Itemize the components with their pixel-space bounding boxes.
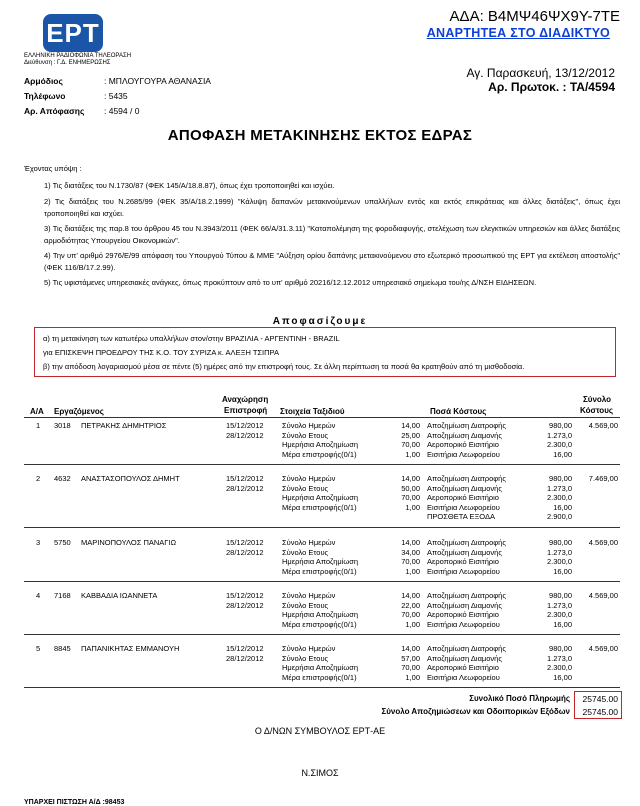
cost-label: Εισιτήρια Λεωφορείου bbox=[427, 672, 500, 682]
row-total: 4.569,00 bbox=[588, 421, 618, 430]
decision-line-a: α) τη μετακίνηση των κατωτέρω υπαλλήλων στον/στην ΒΡΑΖΙΛΙΑ - ΑΡΓΕΝΤΙΝΗ - BRAZIL bbox=[43, 334, 340, 343]
cost-value: 980,00 bbox=[549, 421, 572, 430]
publish-online-label: ΑΝΑΡΤΗΤΕΑ ΣΤΟ ΔΙΑΔΙΚΤΥΟ bbox=[426, 26, 610, 40]
return-date: 28/12/2012 bbox=[226, 547, 264, 557]
row-total: 7.469,00 bbox=[588, 474, 618, 483]
cost-value: 16,00 bbox=[553, 672, 572, 682]
trip-label: Μέρα επιστροφής(0/1) bbox=[282, 566, 357, 576]
trip-value: 22,00 bbox=[401, 600, 420, 610]
trip-label: Ημερήσια Αποζημίωση bbox=[282, 557, 359, 566]
employee-name: ΜΑΡΙΝΟΠΟΥΛΟΣ ΠΑΝΑΓΙΩ bbox=[81, 538, 177, 547]
row-total: 4.569,00 bbox=[588, 538, 618, 547]
signer-role: Ο Δ/ΝΩΝ ΣΥΜΒΟΥΛΟΣ ΕΡΤ-ΑΕ bbox=[254, 726, 386, 736]
total-payment-label: Συνολικό Ποσό Πληρωμής bbox=[469, 694, 570, 703]
trip-label: Σύνολο Ημερών bbox=[282, 474, 336, 483]
col-employee: Εργαζόμενος bbox=[54, 407, 104, 416]
trip-value: 34,00 bbox=[401, 547, 420, 557]
decision-line-b: β) την απόδοση λογαριασμού μέσα σε πέντε (5) ημέρες από την επιστροφή τους. Σε άλλη περίπτωση τα ποσά θα κρατηθούν από τη μισθοδοσία. bbox=[43, 362, 525, 371]
row-total: 4.569,00 bbox=[588, 644, 618, 653]
departure-date: 15/12/2012 bbox=[226, 474, 264, 483]
row-number: 3 bbox=[36, 538, 41, 547]
employee-code: 4632 bbox=[54, 474, 71, 483]
cost-value: 2.300,0 bbox=[546, 557, 572, 566]
trip-label: Ημερήσια Αποζημίωση bbox=[282, 493, 359, 502]
condition-item: 5) Τις υφιστάμενες υπηρεσιακές ανάγκες, όπως προκύπτουν από το υπ' αριθμό 20216/12.12.2012 υπηρεσιακό σημείωμα του/ης Δ/ΝΣΗ ΕΙΔΗΣΕΩΝ. bbox=[44, 278, 537, 287]
cost-value: 2.300,0 bbox=[546, 610, 572, 619]
cost-value: 2.300,0 bbox=[546, 493, 572, 502]
trip-value: 14,00 bbox=[401, 474, 420, 483]
we-decide-heading: Αποφασίζουμε bbox=[272, 316, 368, 327]
responsible-value: : ΜΠΛΟΥΓΟΥΡΑ ΑΘΑΝΑΣΙΑ bbox=[104, 76, 211, 86]
cost-label: Αποζημίωση Διατροφής bbox=[427, 644, 506, 653]
return-date: 28/12/2012 bbox=[226, 653, 264, 663]
credit-footer: ΥΠΑΡΧΕΙ ΠΙΣΤΩΣΗ Α/Δ :98453 bbox=[24, 799, 125, 806]
col-aa: Α/Α bbox=[30, 407, 44, 416]
row-total: 4.569,00 bbox=[588, 591, 618, 600]
decision-number-value: : 4594 / 0 bbox=[104, 106, 140, 116]
col-total-1: Σύνολο bbox=[583, 395, 612, 404]
cost-label: Εισιτήρια Λεωφορείου bbox=[427, 566, 500, 576]
responsible-label: Αρμόδιος bbox=[24, 76, 63, 86]
cost-value: 2.300,0 bbox=[546, 663, 572, 672]
trip-value: 57,00 bbox=[401, 653, 420, 663]
cost-value: 1.273,0 bbox=[546, 600, 572, 610]
employee-code: 5750 bbox=[54, 538, 71, 547]
departure-date: 15/12/2012 bbox=[226, 538, 264, 547]
trip-value: 50,00 bbox=[401, 483, 420, 493]
trip-label: Ημερήσια Αποζημίωση bbox=[282, 610, 359, 619]
row-divider bbox=[24, 581, 620, 582]
cost-label: Αεροπορικό Εισιτήριο bbox=[427, 557, 499, 566]
employee-name: ΚΑΒΒΑΔΙΑ ΙΩΑΝΝΕΤΑ bbox=[81, 591, 158, 600]
cost-value: 2.900,0 bbox=[546, 512, 572, 521]
decision-number-label: Αρ. Απόφασης bbox=[24, 106, 85, 116]
cost-value: 16,00 bbox=[553, 449, 572, 459]
cost-label: Εισιτήρια Λεωφορείου bbox=[427, 449, 500, 459]
cost-label: Αποζημίωση Διατροφής bbox=[427, 538, 506, 547]
condition-item: 4) Την υπ' αριθμό 2976/Ε/99 απόφαση του Υπουργού Τύπου & ΜΜΕ "Αύξηση ορίου δαπάνης μετακινούμενου στο εξωτερικό προσωπικού της ΕΡΤ για εκτέλεση αποστολής" (ΦΕΚ 116/Β/17.2.99). bbox=[44, 251, 620, 272]
col-departure: Αναχώρηση bbox=[222, 395, 269, 404]
row-divider bbox=[24, 527, 620, 528]
cost-label: Αεροπορικό Εισιτήριο bbox=[427, 610, 499, 619]
cost-value: 980,00 bbox=[549, 538, 572, 547]
trip-value: 14,00 bbox=[401, 421, 420, 430]
cost-value: 1.273,0 bbox=[546, 547, 572, 557]
cost-value: 980,00 bbox=[549, 474, 572, 483]
employee-code: 3018 bbox=[54, 421, 71, 430]
cost-label: Εισιτήρια Λεωφορείου bbox=[427, 502, 500, 512]
employee-code: 7168 bbox=[54, 591, 71, 600]
cost-label: Αποζημίωση Διατροφής bbox=[427, 591, 506, 600]
trip-value: 1,00 bbox=[405, 672, 420, 682]
cost-label: Αποζημίωση Διατροφής bbox=[427, 421, 506, 430]
col-total-2: Κόστους bbox=[580, 406, 614, 415]
cost-value: 16,00 bbox=[553, 502, 572, 512]
table-header-divider bbox=[24, 417, 620, 418]
row-divider bbox=[24, 464, 620, 465]
trip-value: 70,00 bbox=[401, 440, 420, 449]
row-number: 2 bbox=[36, 474, 41, 483]
cost-value: 1.273,0 bbox=[546, 430, 572, 440]
logo-subtitle: ΕΛΛΗΝΙΚΗ ΡΑΔΙΟΦΩΝΙΑ ΤΗΛΕΟΡΑΣΗ bbox=[24, 53, 132, 59]
cost-value: 2.300,0 bbox=[546, 440, 572, 449]
condition-item: 2) Τις διατάξεις του Ν.2685/99 (ΦΕΚ 35/Α/18.2.1999) "Κάλυψη δαπανών μετακινούμενων υπαλλήλων εντός και εκτός επικράτειας και άλλες διατάξεις", όπως έχει τροποποιηθεί και ισχύει. bbox=[44, 197, 620, 218]
return-date: 28/12/2012 bbox=[226, 483, 264, 493]
cost-value: 16,00 bbox=[553, 619, 572, 629]
trip-label: Σύνολο Ετους bbox=[282, 430, 329, 440]
protocol-number: Αρ. Πρωτοκ. : ΤΑ/4594 bbox=[488, 80, 615, 94]
ert-logo: ΕΡΤ bbox=[43, 14, 103, 52]
total-expenses-label: Σύνολο Αποζημιώσεων και Οδοιπορικών Εξόδων bbox=[381, 707, 570, 716]
signer-name: Ν.ΣΙΜΟΣ bbox=[301, 768, 339, 778]
trip-value: 1,00 bbox=[405, 619, 420, 629]
trip-value: 70,00 bbox=[401, 663, 420, 672]
trip-label: Σύνολο Ετους bbox=[282, 653, 329, 663]
employee-name: ΠΕΤΡΑΚΗΣ ΔΗΜΗΤΡΙΟΣ bbox=[81, 421, 167, 430]
trip-value: 25,00 bbox=[401, 430, 420, 440]
trip-label: Σύνολο Ετους bbox=[282, 483, 329, 493]
row-divider bbox=[24, 634, 620, 635]
trip-value: 14,00 bbox=[401, 591, 420, 600]
trip-value: 70,00 bbox=[401, 557, 420, 566]
col-cost: Ποσά Κόστους bbox=[430, 407, 487, 416]
cost-label: Εισιτήρια Λεωφορείου bbox=[427, 619, 500, 629]
document-title: ΑΠΟΦΑΣΗ ΜΕΤΑΚΙΝΗΣΗΣ ΕΚΤΟΣ ΕΔΡΑΣ bbox=[167, 127, 473, 144]
trip-value: 1,00 bbox=[405, 449, 420, 459]
directorate-label: Διεύθυνση : Γ.Δ. ΕΝΗΜΕΡΩΣΗΣ bbox=[24, 60, 111, 66]
cost-value: 980,00 bbox=[549, 591, 572, 600]
trip-value: 1,00 bbox=[405, 502, 420, 512]
row-number: 4 bbox=[36, 591, 41, 600]
cost-value: 980,00 bbox=[549, 644, 572, 653]
ada-code: ΑΔΑ: Β4ΜΨ46ΨΧ9Υ-7ΤΕ bbox=[449, 8, 620, 25]
cost-label: Αποζημίωση Διαμονής bbox=[427, 653, 502, 663]
departure-date: 15/12/2012 bbox=[226, 421, 264, 430]
document-date: Αγ. Παρασκευή, 13/12/2012 bbox=[466, 66, 615, 80]
condition-item: 3) Τις διατάξεις της παρ.8 του άρθρου 45 του Ν.3943/2011 (ΦΕΚ 66/Α/31.3.11) "Καταπολέμηση της φοροδιαφυγής, στελέχωση των ελεγκτικών υπηρεσιών και άλλες διατάξεις αρμοδιότητας Υπουργείου Οικονομικών". bbox=[44, 224, 620, 245]
trip-value: 1,00 bbox=[405, 566, 420, 576]
trip-value: 14,00 bbox=[401, 538, 420, 547]
trip-label: Σύνολο Ημερών bbox=[282, 591, 336, 600]
phone-value: : 5435 bbox=[104, 91, 128, 101]
trip-label: Μέρα επιστροφής(0/1) bbox=[282, 502, 357, 512]
trip-label: Σύνολο Ετους bbox=[282, 600, 329, 610]
cost-label: Αποζημίωση Διαμονής bbox=[427, 600, 502, 610]
departure-date: 15/12/2012 bbox=[226, 591, 264, 600]
col-return: Επιστροφή bbox=[224, 406, 268, 415]
total-expenses-value: 25745.00 bbox=[582, 707, 618, 717]
trip-label: Ημερήσια Αποζημίωση bbox=[282, 663, 359, 672]
trip-label: Μέρα επιστροφής(0/1) bbox=[282, 672, 357, 682]
cost-label: Αεροπορικό Εισιτήριο bbox=[427, 440, 499, 449]
cost-label: Αποζημίωση Διαμονής bbox=[427, 547, 502, 557]
cost-label: Αποζημίωση Διαμονής bbox=[427, 430, 502, 440]
cost-label: ΠΡΟΣΘΕΤΑ ΕΞΟΔΑ bbox=[427, 512, 495, 521]
cost-value: 1.273,0 bbox=[546, 483, 572, 493]
row-divider bbox=[24, 687, 620, 688]
col-trip: Στοιχεία Ταξιδιού bbox=[280, 407, 345, 416]
trip-label: Μέρα επιστροφής(0/1) bbox=[282, 449, 357, 459]
cost-value: 16,00 bbox=[553, 566, 572, 576]
return-date: 28/12/2012 bbox=[226, 430, 264, 440]
trip-label: Σύνολο Ημερών bbox=[282, 644, 336, 653]
considering-label: Έχοντας υπόψη : bbox=[24, 164, 82, 173]
trip-value: 14,00 bbox=[401, 644, 420, 653]
trip-label: Σύνολο Ετους bbox=[282, 547, 329, 557]
trip-label: Μέρα επιστροφής(0/1) bbox=[282, 619, 357, 629]
cost-label: Αποζημίωση Διατροφής bbox=[427, 474, 506, 483]
trip-value: 70,00 bbox=[401, 610, 420, 619]
employee-name: ΠΑΠΑΝΙΚΗΤΑΣ ΕΜΜΑΝΟΥΗ bbox=[81, 644, 180, 653]
cost-label: Αεροπορικό Εισιτήριο bbox=[427, 493, 499, 502]
employee-name: ΑΝΑΣΤΑΣΟΠΟΥΛΟΣ ΔΗΜΗΤ bbox=[81, 474, 180, 483]
cost-value: 1.273,0 bbox=[546, 653, 572, 663]
return-date: 28/12/2012 bbox=[226, 600, 264, 610]
cost-label: Αποζημίωση Διαμονής bbox=[427, 483, 502, 493]
total-payment-value: 25745.00 bbox=[582, 694, 618, 704]
cost-label: Αεροπορικό Εισιτήριο bbox=[427, 663, 499, 672]
row-number: 5 bbox=[36, 644, 41, 653]
departure-date: 15/12/2012 bbox=[226, 644, 264, 653]
condition-item: 1) Τις διατάξεις του Ν.1730/87 (ΦΕΚ 145/Α/18.8.87), όπως έχει τροποποιηθεί και ισχύει. bbox=[44, 181, 335, 190]
trip-label: Σύνολο Ημερών bbox=[282, 538, 336, 547]
trip-label: Ημερήσια Αποζημίωση bbox=[282, 440, 359, 449]
phone-label: Τηλέφωνο bbox=[24, 91, 66, 101]
trip-label: Σύνολο Ημερών bbox=[282, 421, 336, 430]
employee-code: 8845 bbox=[54, 644, 71, 653]
decision-purpose: για ΕΠΙΣΚΕΨΗ ΠΡΟΕΔΡΟΥ ΤΗΣ Κ.Ο. ΤΟΥ ΣΥΡΙΖΑ κ. ΑΛΕΞΗ ΤΣΙΠΡΑ bbox=[43, 348, 279, 357]
trip-value: 70,00 bbox=[401, 493, 420, 502]
row-number: 1 bbox=[36, 421, 41, 430]
